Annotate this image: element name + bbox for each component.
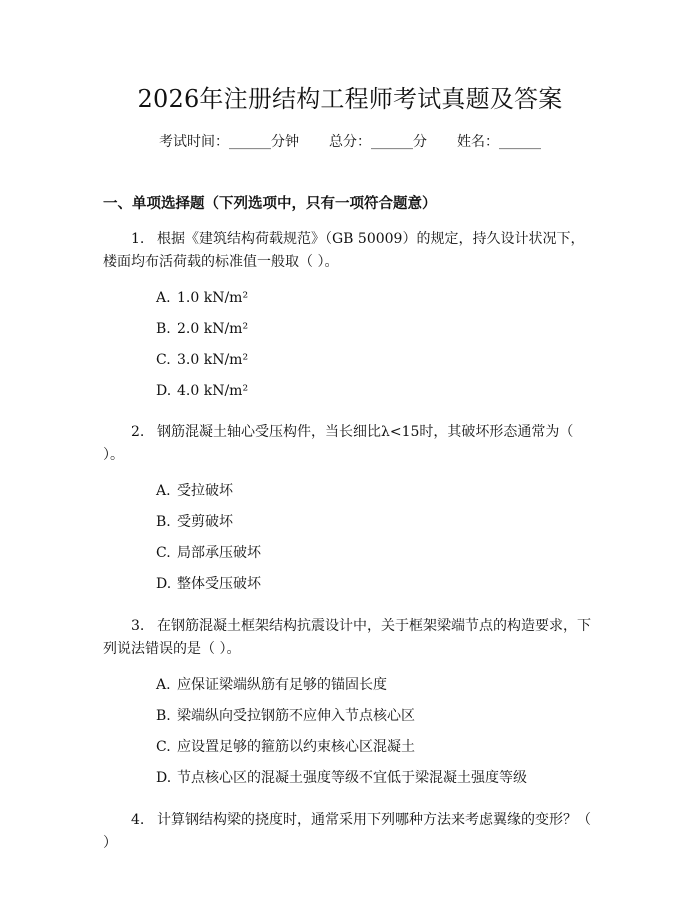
page-title: 2026年注册结构工程师考试真题及答案 [137, 85, 563, 113]
option-b: B. 2.0 kN/m² [156, 321, 249, 337]
option-c: C. 局部承压破坏 [156, 545, 261, 561]
question-number: 1. [131, 231, 145, 247]
question-text: 根据《建筑结构荷载规范》（GB 50009）的规定，持久设计状况下，楼面均布活荷载的标准值一般取（ ）。 [103, 231, 585, 270]
total-score-field: 总分：______分 [329, 134, 427, 150]
option-d: D. 4.0 kN/m² [156, 383, 249, 399]
option-c: C. 应设置足够的箍筋以约束核心区混凝土 [156, 739, 415, 755]
option-b: B. 梁端纵向受拉钢筋不应伸入节点核心区 [156, 708, 415, 724]
option-a: A. 应保证梁端纵筋有足够的锚固长度 [156, 677, 387, 693]
question-2-options [103, 481, 597, 605]
option-b: B. 受剪破坏 [156, 514, 233, 530]
name-field: 姓名：______ [457, 134, 541, 150]
option-c: C. 3.0 kN/m² [156, 352, 249, 368]
question-number: 3. [131, 618, 145, 634]
question-1 [103, 228, 597, 274]
option-d: D. 整体受压破坏 [156, 576, 261, 592]
question-1-options [103, 288, 597, 412]
exam-time-field: 考试时间：______分钟 [159, 134, 299, 150]
section-heading: 一、单项选择题（下列选项中，只有一项符合题意） [103, 195, 437, 212]
option-a: A. 受拉破坏 [156, 483, 233, 499]
option-a: A. 1.0 kN/m² [156, 290, 249, 306]
question-3-options [103, 675, 597, 799]
question-2 [103, 421, 597, 467]
question-3 [103, 615, 597, 661]
exam-info-line [103, 132, 597, 152]
question-4 [103, 809, 597, 855]
question-number: 4. [131, 812, 145, 828]
question-text: 钢筋混凝土轴心受压构件，当长细比λ<15时，其破坏形态通常为（ ）。 [103, 424, 574, 463]
question-text: 计算钢结构梁的挠度时，通常采用下列哪种方法来考虑翼缘的变形？（ ） [103, 812, 591, 851]
question-text: 在钢筋混凝土框架结构抗震设计中，关于框架梁端节点的构造要求，下列说法错误的是（ ）。 [103, 618, 591, 657]
option-d: D. 节点核心区的混凝土强度等级不宜低于梁混凝土强度等级 [156, 770, 527, 786]
question-number: 2. [131, 424, 145, 440]
